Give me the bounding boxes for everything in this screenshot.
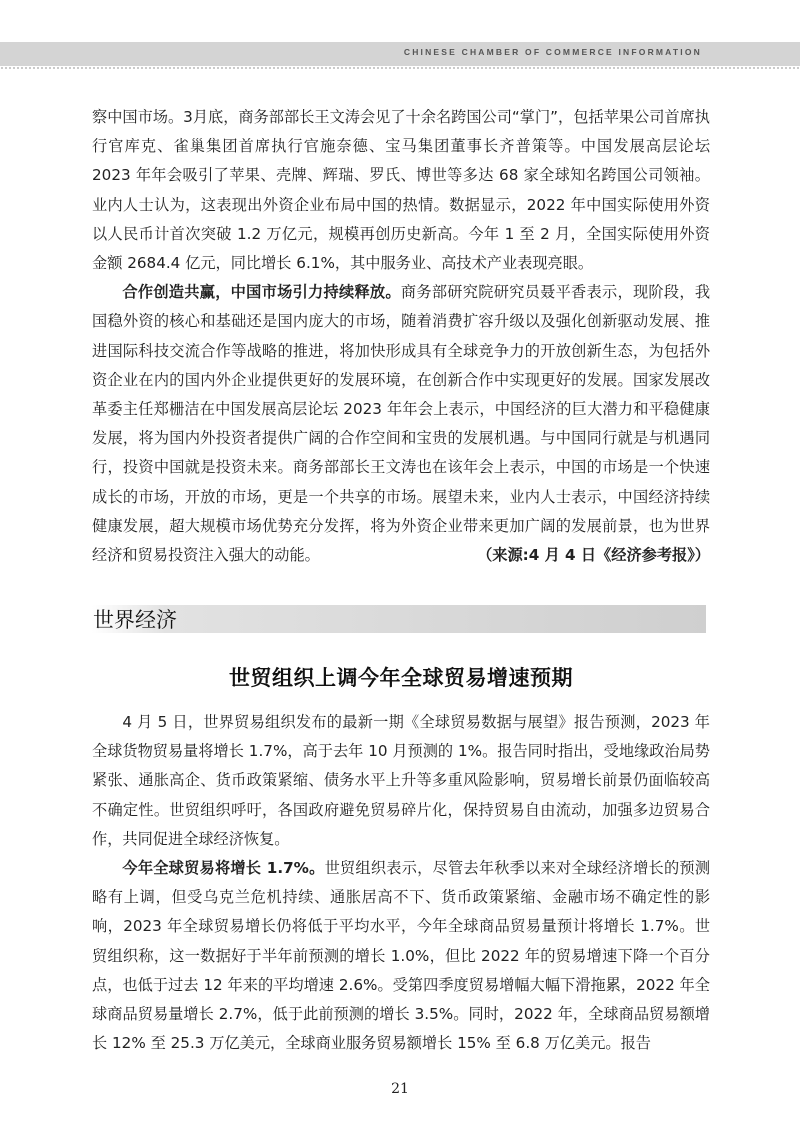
article-1-paragraph-2 — [92, 278, 710, 570]
article-2-paragraph-2 — [92, 854, 710, 1058]
article-2-body — [92, 708, 710, 1058]
section-heading: 世界经济 — [93, 608, 177, 632]
article-2-paragraph-2-body: 世贸组织表示，尽管去年秋季以来对全球经济增长的预测略有上调，但受乌克兰危机持续、通胀居高不下、货币政策紧缩、金融市场不确定性的影响，2023 年全球贸易增长仍将低于平均水平，今年全球商品贸易量预计将增长 1.7%。世贸组织称，这一数据好于半年前预测的增长 1.0%，但比 2022 年的贸易增速下降一个百分点，也低于过去 12 年来的平均增速 2.6%。受第四季度贸易增幅大幅下滑拖累，2022 年全球商品贸易量增长 2.7%，低于此前预测的增长 3.5%。同时，2022 年，全球商品贸易额增长 12% 至 25.3 万亿美元，全球商业服务贸易额增长 15% 至 6.8 万亿美元。报告 — [92, 859, 711, 1053]
article-2-paragraph-1: 4 月 5 日，世界贸易组织发布的最新一期《全球贸易数据与展望》报告预测，2023 年全球货物贸易量将增长 1.7%，高于去年 10 月预测的 1%。报告同时指出，受地缘政治局势紧张、通胀高企、货币政策紧缩、债务水平上升等多重风险影响，贸易增长前景仍面临较高不确定性。世贸组织呼吁，各国政府避免贸易碎片化，保持贸易自由流动，加强多边贸易合作，共同促进全球经济恢复。 — [92, 713, 710, 848]
header-title: CHINESE CHAMBER OF COMMERCE INFORMATION — [403, 47, 702, 57]
article-1-paragraph-1: 察中国市场。3月底，商务部部长王文涛会见了十余名跨国公司“掌门”，包括苹果公司首席执行官库克、雀巢集团首席执行官施奈德、宝马集团董事长齐普策等。中国发展高层论坛 2023 年年会吸引了苹果、壳牌、辉瑞、罗氏、博世等多达 68 家全球知名跨国公司领袖。业内人士认为，这表现出外资企业布局中国的热情。数据显示，2022 年中国实际使用外资以人民币计首次突破 1.2 万亿元，规模再创历史新高。今年 1 至 2 月，全国实际使用外资金额 2684.4 亿元，同比增长 6.1%，其中服务业、高技术产业表现亮眼。 — [92, 108, 710, 273]
article-1-source: （来源:4 月 4 日《经济参考报》） — [477, 546, 710, 565]
article-2-paragraph-2-lead: 今年全球贸易将增长 1.7%。 — [122, 859, 325, 878]
article-2-title: 世贸组织上调今年全球贸易增速预期 — [229, 666, 573, 690]
section-heading-bar — [92, 605, 706, 633]
article-1-body — [92, 103, 710, 570]
page-number: 21 — [391, 1081, 409, 1097]
article-1-paragraph-2-lead: 合作创造共赢，中国市场引力持续释放。 — [122, 283, 401, 302]
header-dot-pattern — [0, 66, 800, 71]
article-1-paragraph-2-body: 商务部研究院研究员聂平香表示，现阶段，我国稳外资的核心和基础还是国内庞大的市场，随着消费扩容升级以及强化创新驱动发展、推进国际科技交流合作等战略的推进，将加快形成具有全球竞争力的开放创新生态，为包括外资企业在内的国内外企业提供更好的发展环境，在创新合作中实现更好的发展。国家发展改革委主任郑栅洁在中国发展高层论坛 2023 年年会上表示，中国经济的巨大潜力和平稳健康发展，将为国内外投资者提供广阔的合作空间和宝贵的发展机遇。与中国同行就是与机遇同行，投资中国就是投资未来。商务部部长王文涛也在该年会上表示，中国的市场是一个快速成长的市场，开放的市场，更是一个共享的市场。展望未来，业内人士表示，中国经济持续健康发展，超大规模市场优势充分发挥，将为外资企业带来更加广阔的发展前景，也为世界经济和贸易投资注入强大的动能。 — [92, 283, 711, 565]
